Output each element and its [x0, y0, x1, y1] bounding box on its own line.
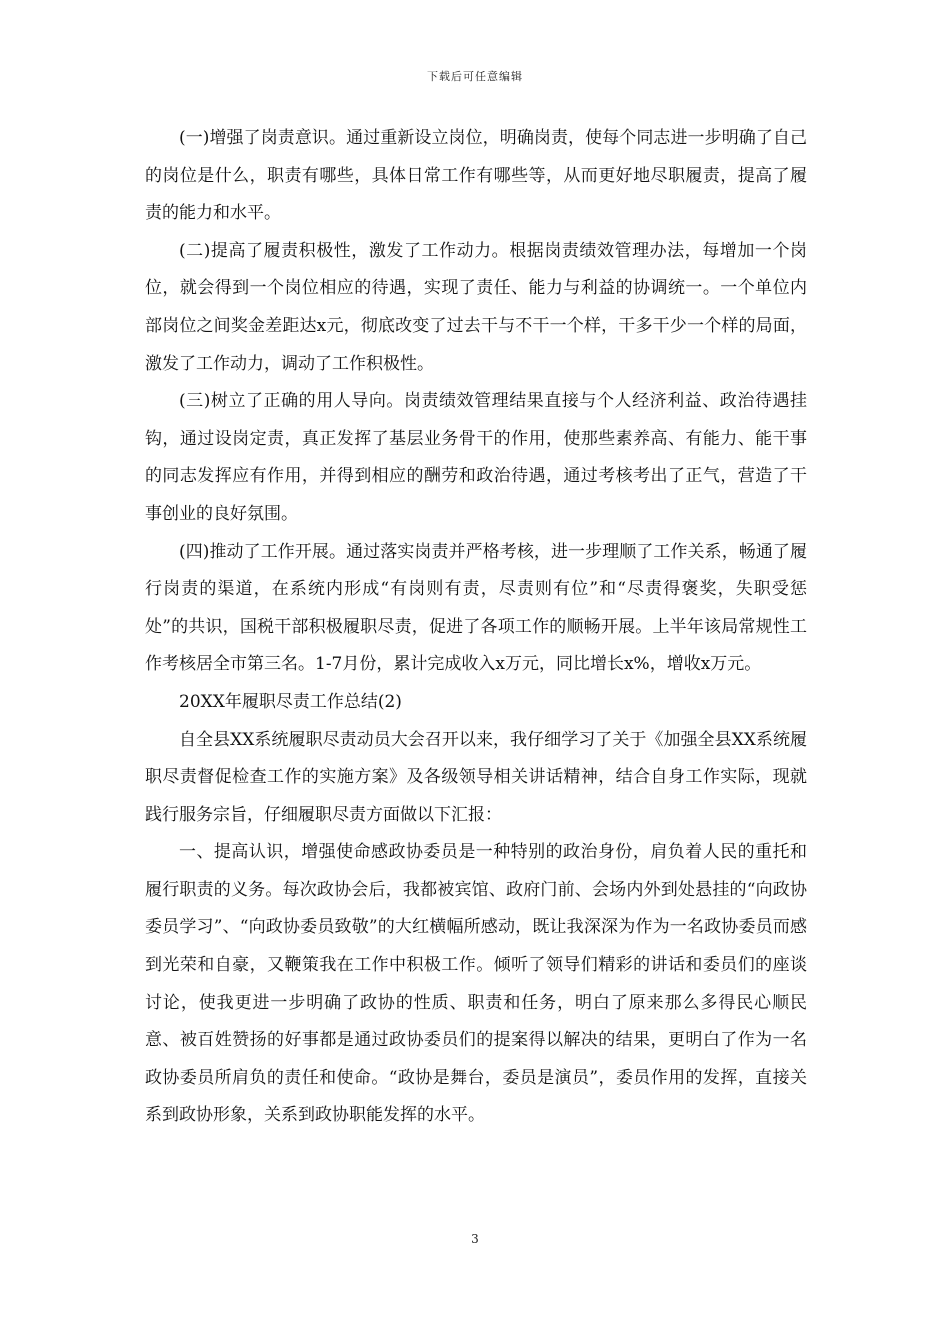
paragraph-6: 一、提高认识，增强使命感政协委员是一种特别的政治身份，肩负着人民的重托和履行职责的义务。每次政协会后，我都被宾馆、政府门前、会场内外到处悬挂的“向政协委员学习”、“向政协委员致敬”的大红横幅所感动，既让我深深为作为一名政协委员而感到光荣和自豪，又鞭策我在工作中积极工作。倾听了领导们精彩的讲话和委员们的座谈讨论，使我更进一步明确了政协的性质、职责和任务，明白了原来那么多得民心顺民意、被百姓赞扬的好事都是通过政协委员们的提案得以解决的结果，更明白了作为一名政协委员所肩负的责任和使命。“政协是舞台，委员是演员”，委员作用的发挥，直接关系到政协形象，关系到政协职能发挥的水平。 [145, 842, 807, 1126]
paragraph-4: (四)推动了工作开展。通过落实岗责并严格考核，进一步理顺了工作关系，畅通了履行岗责的渠道，在系统内形成“有岗则有责，尽责则有位”和“尽责得褒奖，失职受惩处”的共识，国税干部积极履职尽责，促进了各项工作的顺畅开展。上半年该局常规性工作考核居全市第三名。1-7月份，累计完成收入x万元，同比增长x%，增收x万元。 [145, 541, 807, 675]
body-text [145, 120, 807, 1135]
paragraph-2: (二)提高了履责积极性，激发了工作动力。根据岗责绩效管理办法，每增加一个岗位，就会得到一个岗位相应的待遇，实现了责任、能力与利益的协调统一。一个单位内部岗位之间奖金差距达x元，彻底改变了过去干与不干一个样，干多干少一个样的局面，激发了工作动力，调动了工作积极性。 [145, 240, 807, 374]
paragraph-1: (一)增强了岗责意识。通过重新设立岗位，明确岗责，使每个同志进一步明确了自己的岗位是什么，职责有哪些，具体日常工作有哪些等，从而更好地尽职履责，提高了履责的能力和水平。 [145, 128, 807, 224]
section-heading: 20XX年履职尽责工作总结(2) [179, 691, 402, 712]
page-number: 3 [471, 1232, 479, 1246]
paragraph-3: (三)树立了正确的用人导向。岗责绩效管理结果直接与个人经济利益、政治待遇挂钩，通过设岗定责，真正发挥了基层业务骨干的作用，使那些素养高、有能力、能干事的同志发挥应有作用，并得到相应的酬劳和政治待遇，通过考核考出了正气，营造了干事创业的良好氛围。 [145, 391, 807, 524]
paragraph-5: 自全县XX系统履职尽责动员大会召开以来，我仔细学习了关于《加强全县XX系统履职尽责督促检查工作的实施方案》及各级领导相关讲话精神，结合自身工作实际，现就践行服务宗旨，仔细履职尽责方面做以下汇报： [145, 729, 807, 825]
header-note: 下载后可任意编辑 [427, 70, 523, 83]
